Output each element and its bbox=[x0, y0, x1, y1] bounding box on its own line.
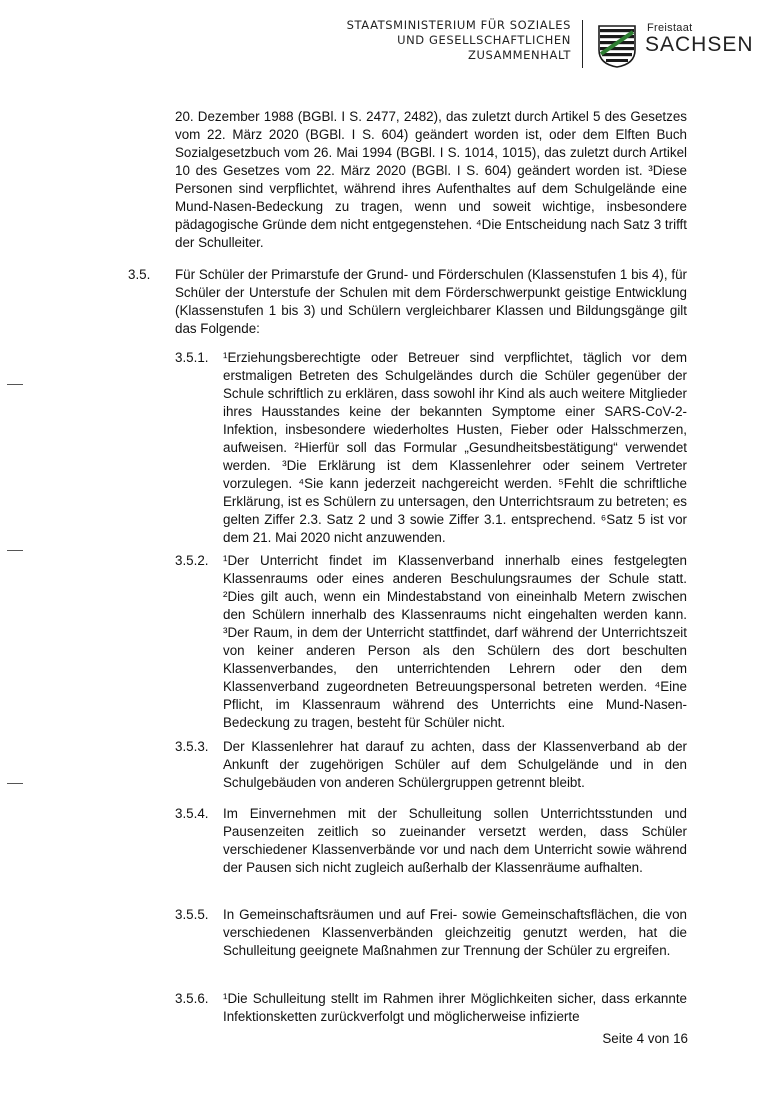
ministry-line-2: UND GESELLSCHAFTLICHEN bbox=[397, 33, 571, 47]
subsection-3-5-5 bbox=[175, 906, 687, 960]
subsection-number: 3.5.6. bbox=[175, 991, 209, 1006]
page-number: Seite 4 von 16 bbox=[602, 1031, 688, 1046]
subsection-text: Im Einvernehmen mit der Schulleitung sollen Unterrichtsstunden und Pausenzeiten zeitlich so zueinander versetzt werden, dass Schüler verschiedener Klassenverbände vor und nach dem Unterricht sowie während der Pausen sich nicht zugleich außerhalb der Klassenräume aufhalten. bbox=[223, 806, 687, 875]
subsection-number: 3.5.5. bbox=[175, 907, 209, 922]
subsection-text: Der Klassenlehrer hat darauf zu achten, dass der Klassenverband ab der Ankunft der zugehörigen Schüler auf dem Schulgelände und in den Schulgebäuden von anderen Schülergruppen getrennt bleibt. bbox=[223, 739, 687, 790]
subsection-number: 3.5.2. bbox=[175, 553, 209, 568]
intro-paragraph bbox=[175, 108, 687, 252]
ministry-line-3: ZUSAMMENHALT bbox=[468, 48, 571, 62]
section-text: Für Schüler der Primarstufe der Grund- und Förderschulen (Klassenstufen 1 bis 4), für Schüler der Unterstufe der Schulen mit dem Förderschwerpunkt geistige Entwicklung (Klassenstufen 1 bis 3) und Schülern vergleichbarer Klassen und Bildungsgänge gilt das Folgende: bbox=[175, 267, 687, 336]
subsection-3-5-1 bbox=[175, 349, 687, 547]
margin-mark bbox=[7, 384, 23, 385]
state-label-large: SACHSEN bbox=[645, 33, 754, 56]
margin-mark bbox=[7, 783, 23, 784]
subsection-number: 3.5.3. bbox=[175, 739, 209, 754]
subsection-text: ¹Die Schulleitung stellt im Rahmen ihrer Möglichkeiten sicher, dass erkannte Infektionsketten zurückverfolgt und möglicherweise infizierte bbox=[223, 991, 687, 1024]
ministry-name bbox=[347, 18, 571, 63]
subsection-3-5-2 bbox=[175, 552, 687, 732]
coat-of-arms-icon bbox=[597, 24, 637, 68]
ministry-line-1: STAATSMINISTERIUM FÜR SOZIALES bbox=[346, 18, 571, 32]
subsection-3-5-6 bbox=[175, 990, 687, 1026]
section-3-5 bbox=[128, 266, 688, 338]
subsection-text: ¹Erziehungsberechtigte oder Betreuer sind verpflichtet, täglich vor dem erstmaligen Betreten des Schulgeländes durch die Schüler gegenüber der Schule schriftlich zu erklären, dass sowohl ihr Kind als auch weitere Mitglieder ihres Hausstandes keine der bekannten Symptome einer SARS-CoV-2-Infektion, insbesondere wiederholtes Husten, Fieber oder Halsschmerzen, aufweisen. ²Hierfür soll das Formular „Gesundheitsbestätigung“ verwendet werden. ³Die Erklärung ist dem Klassenlehrer oder seinem Vertreter vorzulegen. ⁴Sie kann jederzeit nachgereicht werden. ⁵Fehlt die schriftliche Erklärung, ist es Schülern zu untersagen, den Unterrichtsraum zu betreten; es gelten Ziffer 2.3. Satz 2 und 3 sowie Ziffer 3.1. entsprechend. ⁶Satz 5 ist vor dem 21. Mai 2020 nicht anzuwenden. bbox=[223, 350, 687, 545]
section-number: 3.5. bbox=[128, 267, 151, 282]
subsection-number: 3.5.4. bbox=[175, 806, 209, 821]
subsection-text: In Gemeinschaftsräumen und auf Frei- sowie Gemeinschaftsflächen, die von verschiedenen Klassenverbänden gleichzeitig genutzt werden, hat die Schulleitung geeignete Maßnahmen zur Trennung der Schüler zu ergreifen. bbox=[223, 907, 687, 958]
state-label-small: Freistaat bbox=[647, 22, 693, 34]
subsection-text: ¹Der Unterricht findet im Klassenverband innerhalb eines festgelegten Klassenraums oder eines anderen Beschulungsraumes der Schule statt. ²Dies gilt auch, wenn ein Mindestabstand von eineinhalb Metern zwischen den Schülern innerhalb des Klassenraums nicht eingehalten werden kann. ³Der Raum, in dem der Unterricht stattfindet, darf während der Unterrichtszeit von keiner anderen Person als den Schülern des dort beschulten Klassenverbandes, den unterrichtenden Lehrern oder den dem Klassenverband zugeordneten Betreuungspersonal betreten werden. ⁴Eine Pflicht, im Klassenraum während des Unterrichts eine Mund-Nasen-Bedeckung zu tragen, besteht für Schüler nicht. bbox=[223, 553, 687, 730]
subsection-number: 3.5.1. bbox=[175, 350, 209, 365]
subsection-3-5-3 bbox=[175, 738, 687, 792]
intro-text: 20. Dezember 1988 (BGBl. I S. 2477, 2482), das zuletzt durch Artikel 5 des Gesetzes vom 22. März 2020 (BGBl. I S. 604) geändert worden ist, oder dem Elften Buch Sozialgesetzbuch vom 26. Mai 1994 (BGBl. I S. 1014, 1015), das zuletzt durch Artikel 10 des Gesetzes vom 22. März 2020 (BGBl. I S. 604) geändert worden ist. ³Diese Personen sind verpflichtet, während ihres Aufenthaltes auf dem Schulgelände eine Mund-Nasen-Bedeckung zu tragen, wenn und soweit wichtige, insbesondere pädagogische Gründe dem nicht entgegenstehen. ⁴Die Entscheidung nach Satz 3 trifft der Schulleiter. bbox=[175, 109, 687, 250]
margin-mark bbox=[7, 550, 23, 551]
subsection-3-5-4 bbox=[175, 805, 687, 877]
header-divider bbox=[582, 20, 583, 68]
page-header bbox=[0, 0, 776, 78]
